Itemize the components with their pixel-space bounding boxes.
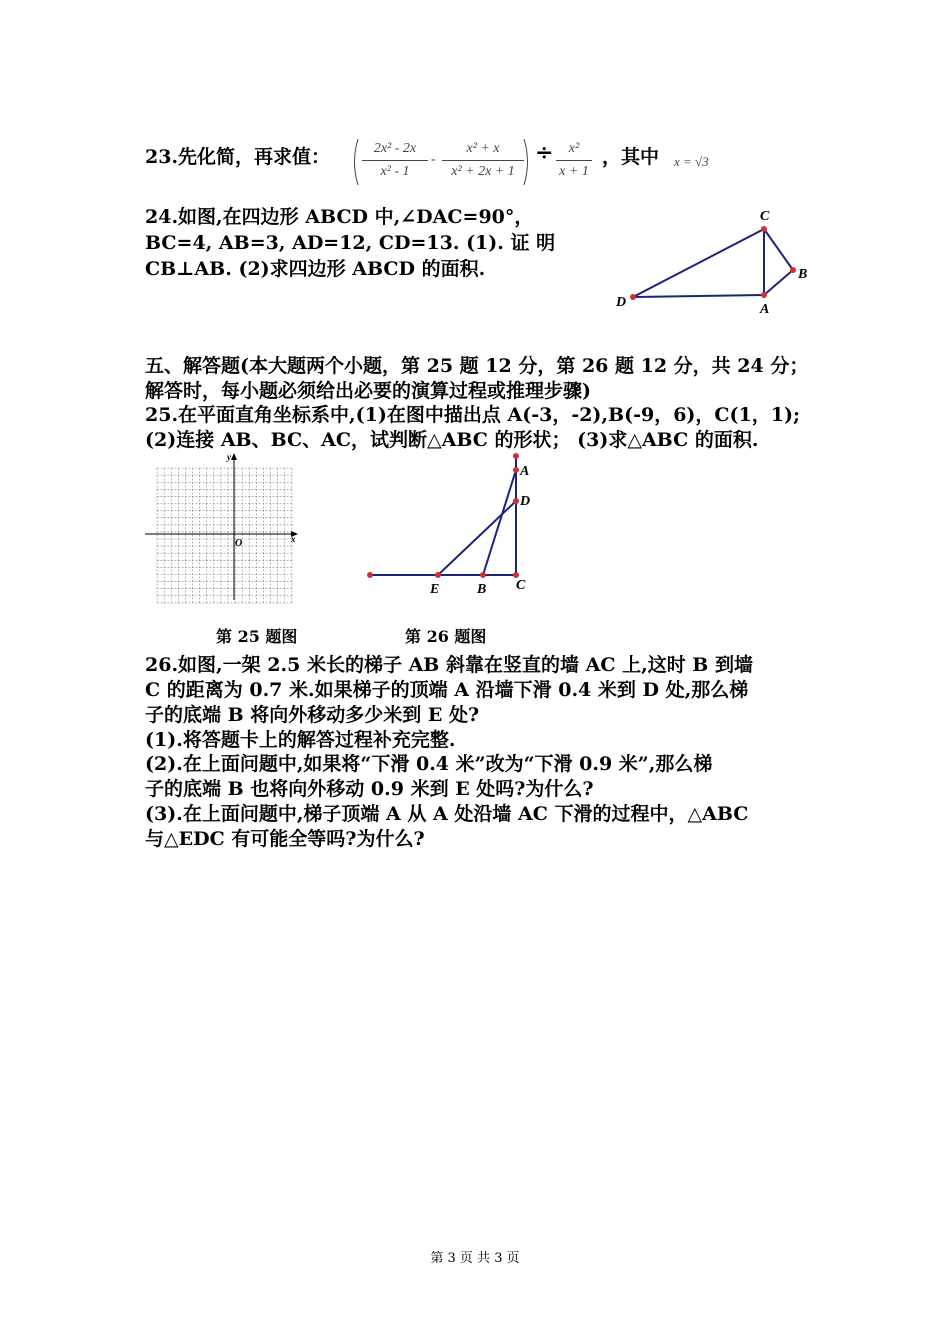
q25-axis-x-label: x <box>291 534 296 544</box>
q25-coordinate-grid <box>145 450 305 605</box>
q26-line-3: 子的底端 B 将向外移动多少米到 E 处? <box>145 704 480 726</box>
q26-point-left <box>367 572 373 578</box>
q24-line-3: CB⊥AB. (2)求四边形 ABCD 的面积. <box>145 258 486 280</box>
q25-line-1: 25.在平面直角坐标系中,(1)在图中描出点 A(-3，-2),B(-9，6)，C(1，1); <box>145 404 800 426</box>
q24-line-2: BC=4, AB=3, AD=12, CD=13. (1). 证 明 <box>145 232 556 254</box>
q26-label-c: C <box>516 578 526 593</box>
q24-label-b: B <box>798 267 808 282</box>
q26-label-b: B <box>477 582 487 597</box>
q25-line-2: (2)连接 AB、BC、AC，试判断△ABC 的形状； (3)求△ABC 的面积. <box>145 429 759 451</box>
q25-caption: 第 25 题图 <box>216 627 298 646</box>
q24-label-d: D <box>616 295 627 310</box>
q24-line-1: 24.如图,在四边形 ABCD 中,∠DAC=90°， <box>145 206 534 228</box>
q26-line-7: (3).在上面问题中,梯子顶端 A 从 A 处沿墙 AC 下滑的过程中，△ABC <box>145 803 749 825</box>
q23-frac3-denominator: x + 1 <box>559 164 589 179</box>
q23-frac1-denominator: x² - 1 <box>380 164 410 179</box>
q24-point-c <box>761 226 767 232</box>
q23-fraction-1 <box>362 141 428 180</box>
q23-frac1-numerator: 2x² - 2x <box>373 141 417 156</box>
q24-point-b <box>790 267 796 273</box>
q24-point-d <box>630 294 636 300</box>
q23-prefix: 23.先化简，再求值： <box>145 146 331 168</box>
section5-line-1: 五、解答题(本大题两个小题，第 25 题 12 分，第 26 题 12 分，共 24 分； <box>145 355 809 377</box>
q26-figure <box>360 450 550 600</box>
q23-fraction-2 <box>442 141 524 180</box>
q26-line-1: 26.如图,一架 2.5 米长的梯子 AB 斜靠在竖直的墙 AC 上,这时 B 到墙 <box>145 654 753 676</box>
q26-line-4: (1).将答题卡上的解答过程补充完整. <box>145 729 456 751</box>
q26-point-e <box>435 572 441 578</box>
q23-paren-right <box>522 137 532 187</box>
q26-label-d: D <box>520 494 531 509</box>
q26-line-5: (2).在上面问题中,如果将“下滑 0.4 米”改为“下滑 0.9 米”,那么梯 <box>145 753 713 775</box>
q26-point-a <box>513 467 519 473</box>
q26-point-b <box>480 572 486 578</box>
q23-paren-left <box>350 137 360 187</box>
q26-point-d <box>513 498 519 504</box>
q26-line-2: C 的距离为 0.7 米.如果梯子的顶端 A 沿墙下滑 0.4 米到 D 处,那么梯 <box>145 679 749 701</box>
q25-axis-y-label: y <box>227 452 231 462</box>
q23-divide: ÷ <box>535 140 554 166</box>
q26-label-a: A <box>520 464 530 479</box>
q23-suffix: ，其中 <box>602 146 660 168</box>
q23-condition: x = √3 <box>674 154 709 169</box>
q23-minus: - <box>431 152 436 167</box>
q26-label-e: E <box>430 582 440 597</box>
q24-figure <box>600 200 820 320</box>
q23-frac2-numerator: x² + x <box>466 141 500 156</box>
q23-fraction-3 <box>556 141 592 180</box>
q23-frac3-numerator: x² <box>568 141 580 156</box>
q26-caption: 第 26 题图 <box>405 627 487 646</box>
q26-line-8: 与△EDC 有可能全等吗?为什么? <box>145 828 425 850</box>
q26-line-6: 子的底端 B 也将向外移动 0.9 米到 E 处吗?为什么? <box>145 778 594 800</box>
section5-line-2: 解答时，每小题必须给出必要的演算过程或推理步骤) <box>145 380 591 402</box>
q26-point-top <box>513 453 519 459</box>
page-footer: 第 3 页 共 3 页 <box>430 1251 520 1266</box>
q24-label-c: C <box>760 209 770 224</box>
q24-point-a <box>761 292 767 298</box>
q24-label-a: A <box>760 302 770 317</box>
q25-origin-label: O <box>235 538 243 549</box>
q23-frac2-denominator: x² + 2x + 1 <box>451 164 515 179</box>
